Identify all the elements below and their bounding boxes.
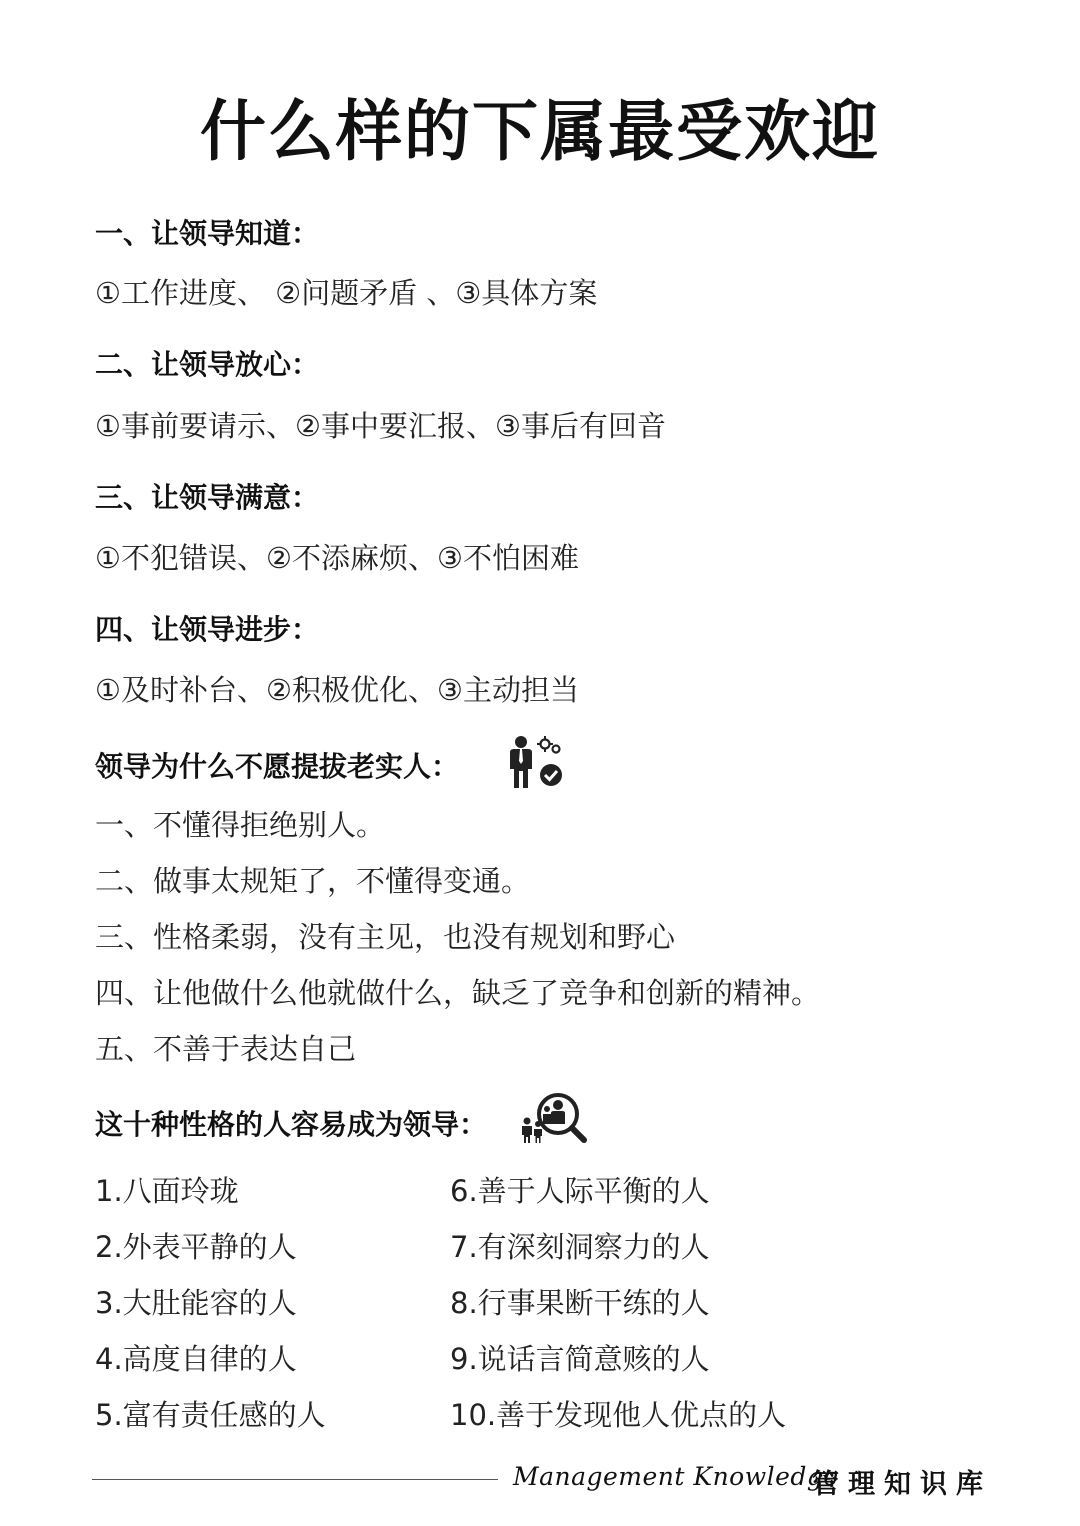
page-title: 什么样的下属最受欢迎 bbox=[200, 93, 880, 170]
leader-trait-9: 9.说话言简意赅的人 bbox=[450, 1342, 710, 1376]
leader-trait-1: 1.八面玲珑 bbox=[95, 1174, 239, 1208]
leader-trait-10: 10.善于发现他人优点的人 bbox=[450, 1398, 787, 1432]
leader-trait-4: 4.高度自律的人 bbox=[95, 1342, 297, 1376]
businessman-gear-check-icon bbox=[505, 733, 567, 791]
leader-trait-6: 6.善于人际平衡的人 bbox=[450, 1174, 710, 1208]
section-1-heading: 一、让领导知道： bbox=[95, 217, 320, 250]
honest-item-1: 一、不懂得拒绝别人。 bbox=[95, 808, 386, 842]
honest-item-2: 二、做事太规矩了，不懂得变通。 bbox=[95, 864, 531, 898]
honest-heading: 领导为什么不愿提拔老实人： bbox=[95, 750, 460, 783]
section-2-body: ①事前要请示、②事中要汇报、③事后有回音 bbox=[95, 409, 666, 443]
leader-trait-5: 5.富有责任感的人 bbox=[95, 1398, 326, 1432]
section-3-heading: 三、让领导满意： bbox=[95, 481, 320, 514]
leader-trait-2: 2.外表平静的人 bbox=[95, 1230, 297, 1264]
footer-english-brand: Management Knowledge bbox=[513, 1462, 839, 1491]
section-1-body: ①工作进度、 ②问题矛盾 、③具体方案 bbox=[95, 276, 598, 310]
people-magnifier-icon bbox=[520, 1088, 590, 1146]
leaders-heading: 这十种性格的人容易成为领导： bbox=[95, 1108, 488, 1141]
honest-item-4: 四、让他做什么他就做什么，缺乏了竞争和创新的精神。 bbox=[95, 976, 821, 1010]
honest-item-5: 五、不善于表达自己 bbox=[95, 1032, 357, 1066]
leader-trait-3: 3.大肚能容的人 bbox=[95, 1286, 297, 1320]
footer-divider bbox=[92, 1479, 498, 1480]
leader-trait-8: 8.行事果断干练的人 bbox=[450, 1286, 710, 1320]
section-2-heading: 二、让领导放心： bbox=[95, 348, 320, 381]
section-4-body: ①及时补台、②积极优化、③主动担当 bbox=[95, 673, 579, 707]
leader-trait-7: 7.有深刻洞察力的人 bbox=[450, 1230, 710, 1264]
honest-item-3: 三、性格柔弱，没有主见，也没有规划和野心 bbox=[95, 920, 676, 954]
footer-chinese-brand: 管理知识库 bbox=[812, 1469, 992, 1500]
section-4-heading: 四、让领导进步： bbox=[95, 613, 320, 646]
section-3-body: ①不犯错误、②不添麻烦、③不怕困难 bbox=[95, 541, 579, 575]
